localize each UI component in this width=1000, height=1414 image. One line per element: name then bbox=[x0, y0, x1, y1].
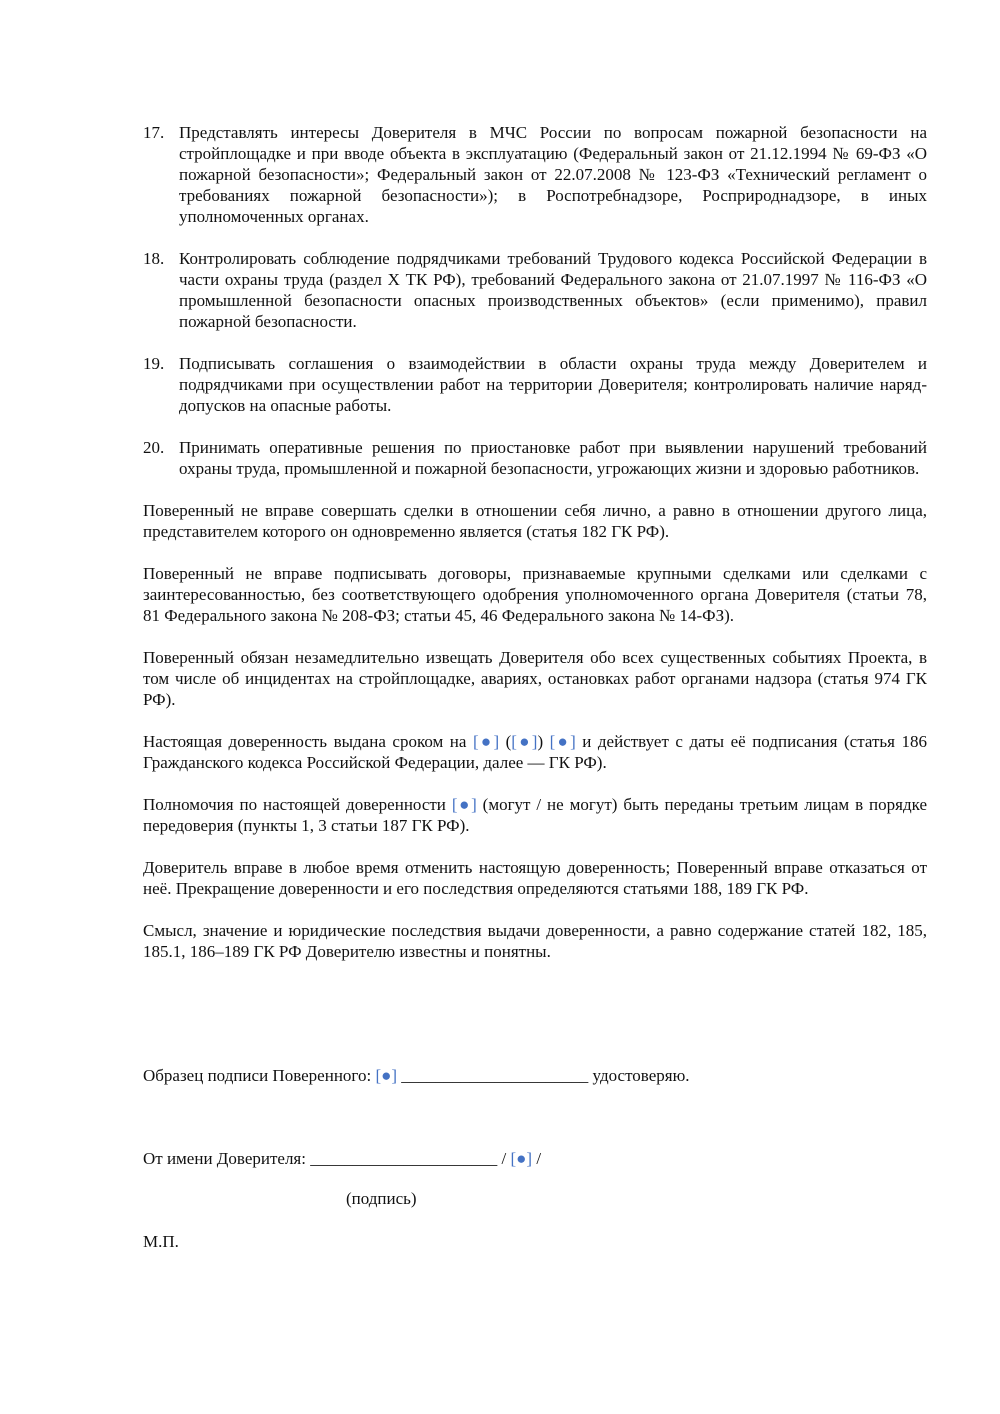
item-text: Подписывать соглашения о взаимодействии в области охраны труда между Доверителем и подрядчиками при осуществлении работ на территории Доверителя; контролировать наличие наряд-допусков на опасные работы. bbox=[179, 354, 927, 415]
term-text-a: Настоящая доверенность выдана сроком на bbox=[143, 732, 473, 751]
list-item-20 bbox=[143, 437, 927, 479]
item-number: 18. bbox=[143, 249, 165, 268]
item-text: Принимать оперативные решения по приостановке работ при выявлении нарушений требований охраны труда, промышленной и пожарной безопасности, угрожающих жизни и здоровью работников. bbox=[179, 438, 927, 478]
paragraph-term bbox=[143, 731, 927, 773]
delegation-text-b: (могут / не могут) быть переданы третьим лицам в порядке передоверия (пункты 1, 3 статьи 187 ГК РФ). bbox=[143, 795, 927, 835]
list-item-17 bbox=[143, 122, 927, 227]
attorney-signature-sample bbox=[143, 1065, 927, 1086]
signature-sample-label: Образец подписи Поверенного: bbox=[143, 1066, 376, 1085]
principal-label: От имени Доверителя: bbox=[143, 1149, 311, 1168]
placeholder-term-unit[interactable]: [●] bbox=[549, 732, 576, 751]
principal-signature bbox=[143, 1148, 927, 1169]
term-text-d: и действует с даты её подписания (статья 186 Гражданского кодекса Российской Федерации, далее — ГК РФ). bbox=[143, 732, 927, 772]
principal-suffix: / bbox=[532, 1149, 542, 1168]
placeholder-attorney-name[interactable]: [●] bbox=[375, 1066, 398, 1085]
term-text-c: ) bbox=[537, 732, 550, 751]
paragraph-major-deals: Поверенный не вправе подписывать договоры, признаваемые крупными сделками или сделками с заинтересованностью, без соответствующего одобрения уполномоченного органа Доверителя (статьи 78, 81 Федерального закона № 208-ФЗ; статьи 45, 46 Федерального закона № 14-ФЗ). bbox=[143, 564, 927, 625]
placeholder-delegation[interactable]: [●] bbox=[451, 795, 477, 814]
signature-sample-line: ______________________ bbox=[397, 1066, 593, 1085]
list-item-19 bbox=[143, 353, 927, 416]
paragraph-delegation bbox=[143, 794, 927, 836]
signature-caption: (подпись) bbox=[346, 1189, 417, 1208]
delegation-text-a: Полномочия по настоящей доверенности bbox=[143, 795, 452, 814]
item-text: Представлять интересы Доверителя в МЧС России по вопросам пожарной безопасности на стройплощадке и при вводе объекта в эксплуатацию (Федеральный закон от 21.12.1994 № 69-ФЗ «О пожарной безопасности»; Федеральный закон от 22.07.2008 № 123-ФЗ «Технический регламент о требованиях пожарной безопасности»); в Роспотребнадзоре, Росприроднадзоре, в иных уполномоченных органах. bbox=[179, 123, 927, 226]
stamp-place-label: М.П. bbox=[143, 1232, 179, 1251]
paragraph-revocation: Доверитель вправе в любое время отменить настоящую доверенность; Поверенный вправе отказаться от неё. Прекращение доверенности и его последствия определяются статьями 188, 189 ГК РФ. bbox=[143, 858, 927, 898]
document-body bbox=[143, 122, 927, 983]
principal-signature-line: ______________________ / bbox=[310, 1149, 511, 1168]
placeholder-term-number[interactable]: [●] bbox=[472, 732, 500, 751]
placeholder-principal-name[interactable]: [●] bbox=[510, 1149, 533, 1168]
paragraph-notification: Поверенный обязан незамедлительно извещать Доверителя обо всех существенных событиях Проекта, в том числе об инцидентах на стройплощадке, авариях, остановках работ органами надзора (статья 974 ГК РФ). bbox=[143, 648, 927, 709]
item-text: Контролировать соблюдение подрядчиками требований Трудового кодекса Российской Федерации в части охраны труда (раздел X ТК РФ), требований Федерального закона от 21.07.1997 № 116-ФЗ «О промышленной безопасности опасных производственных объектов» (если применимо), правил пожарной безопасности. bbox=[179, 249, 927, 331]
paragraph-self-dealing: Поверенный не вправе совершать сделки в отношении себя лично, а равно в отношении другого лица, представителем которого он одновременно является (статья 182 ГК РФ). bbox=[143, 501, 927, 541]
paragraph-acknowledgement: Смысл, значение и юридические последствия выдачи доверенности, а равно содержание статей 182, 185, 185.1, 186–189 ГК РФ Доверителю известны и понятны. bbox=[143, 921, 927, 961]
placeholder-term-words[interactable]: [●] bbox=[511, 732, 538, 751]
item-number: 20. bbox=[143, 438, 165, 457]
list-item-18 bbox=[143, 248, 927, 332]
item-number: 19. bbox=[143, 354, 165, 373]
term-text-b: ( bbox=[499, 732, 512, 751]
item-number: 17. bbox=[143, 123, 165, 142]
signature-sample-suffix: удостоверяю. bbox=[592, 1066, 690, 1085]
